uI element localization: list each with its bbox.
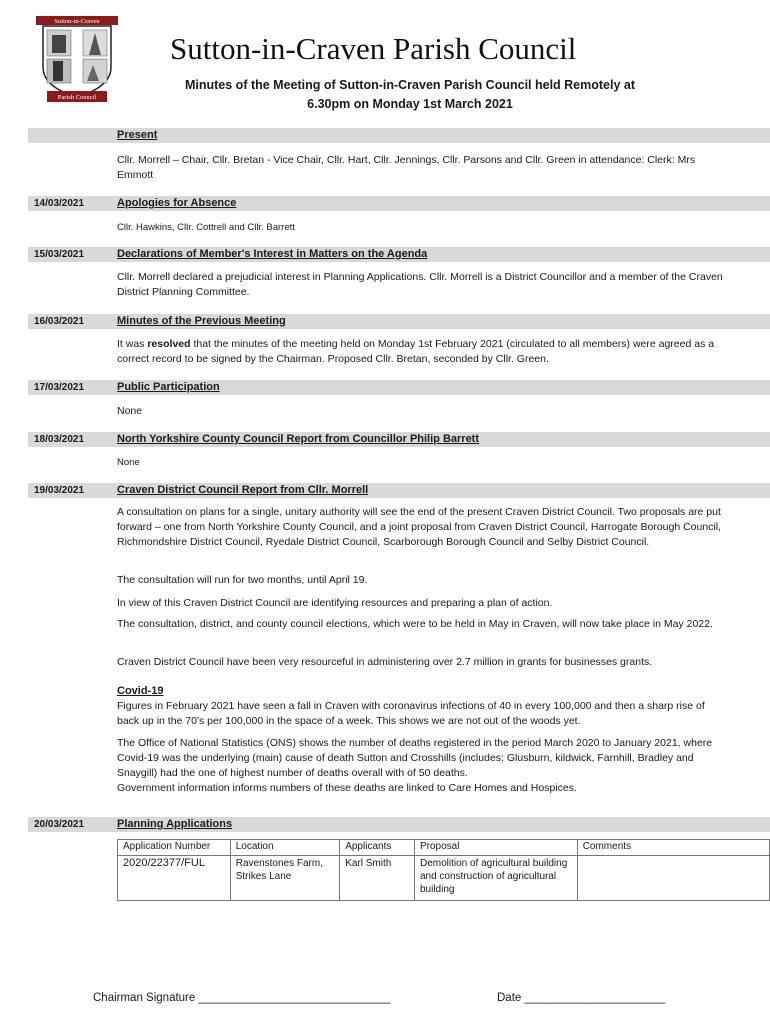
subtitle-line-1: Minutes of the Meeting of Sutton-in-Craven Parish Council held Remotely at bbox=[184, 78, 636, 92]
cdc-paragraph-2: The consultation will run for two months, until April 19. bbox=[117, 574, 368, 586]
public-ref: 17/03/2021 bbox=[34, 382, 85, 393]
page-subtitle bbox=[140, 76, 680, 114]
cdc-paragraph-5: Craven District Council have been very resourceful in administering over 2.7 million in grants for businesses grants. bbox=[117, 656, 653, 668]
declarations-ref: 15/03/2021 bbox=[34, 249, 85, 260]
minutes-text-c: that the minutes of the meeting held on Monday 1st February 2021 (circulated to all members) were agreed as a correct record to be signed by the Chairman. Proposed Cllr. Bretan, seconded by Cllr. Green. bbox=[117, 338, 715, 365]
declarations-text: Cllr. Morrell declared a prejudicial interest in Planning Applications. Cllr. Morrell is a District Councillor and a member of the Craven District Planning Committee. bbox=[117, 271, 723, 298]
column-header: Application Number bbox=[118, 840, 231, 856]
public-heading: Public Participation bbox=[117, 381, 220, 393]
table-row bbox=[118, 856, 770, 901]
planning-ref: 20/03/2021 bbox=[34, 819, 85, 830]
minutes-ref: 16/03/2021 bbox=[34, 316, 85, 327]
nycc-ref: 18/03/2021 bbox=[34, 434, 85, 445]
covid-paragraph-1: Figures in February 2021 have seen a fall in Craven with coronavirus infections of 40 in every 100,000 and then a sharp rise of back up in the 70's per 100,000 in the space of a week. This shows we are not out of the woods yet. bbox=[117, 700, 705, 727]
application-number-cell: 2020/22377/FUL bbox=[118, 856, 231, 901]
proposal-cell: Demolition of agricultural building and construction of agricultural building bbox=[414, 856, 577, 901]
column-header: Applicants bbox=[340, 840, 415, 856]
covid-paragraph-3: Government information informs numbers of these deaths are linked to Care Homes and Hospices. bbox=[117, 782, 577, 794]
minutes-text-a: It was bbox=[117, 338, 148, 350]
nycc-heading: North Yorkshire County Council Report from Councillor Philip Barrett bbox=[117, 433, 480, 445]
apologies-heading: Apologies for Absence bbox=[117, 197, 237, 209]
planning-applications-table bbox=[117, 839, 770, 901]
column-header: Location bbox=[230, 840, 339, 856]
council-crest-logo bbox=[33, 15, 121, 105]
present-heading: Present bbox=[117, 129, 158, 141]
cdc-heading: Craven District Council Report from Cllr. Morrell bbox=[117, 484, 369, 496]
minutes-resolved: resolved bbox=[147, 338, 191, 350]
table-header-row bbox=[118, 840, 770, 856]
chairman-signature-line: Chairman Signature ______________________________ bbox=[93, 992, 391, 1004]
public-text: None bbox=[117, 405, 143, 417]
apologies-text: Cllr. Hawkins, Cllr. Cottrell and Cllr. Barrett bbox=[117, 222, 295, 233]
apologies-ref: 14/03/2021 bbox=[34, 198, 85, 209]
declarations-heading: Declarations of Member's Interest in Matters on the Agenda bbox=[117, 248, 428, 260]
applicants-cell: Karl Smith bbox=[340, 856, 415, 901]
minutes-text bbox=[117, 337, 727, 367]
minutes-heading: Minutes of the Previous Meeting bbox=[117, 315, 286, 327]
column-header: Comments bbox=[577, 840, 769, 856]
location-cell: Ravenstones Farm, Strikes Lane bbox=[230, 856, 339, 901]
logo-top-text: Sutton-in-Craven bbox=[54, 18, 100, 25]
planning-heading: Planning Applications bbox=[117, 818, 233, 830]
covid-paragraph-2: The Office of National Statistics (ONS) shows the number of deaths registered in the period March 2020 to January 2021, where Covid-19 was the underlying (main) cause of death Sutton and Crosshills (includes: Glusburn, kildwick, Farnhill, Bradley and Snaygill) had the one of highest number of deaths overall with of 50 deaths. bbox=[117, 737, 713, 779]
logo-bottom-text: Parish Council bbox=[57, 94, 97, 101]
column-header: Proposal bbox=[414, 840, 577, 856]
page-title: Sutton-in-Craven Parish Council bbox=[170, 31, 577, 66]
cdc-paragraph-3: In view of this Craven District Council are identifying resources and preparing a plan of action. bbox=[117, 597, 553, 609]
date-line: Date ______________________ bbox=[497, 992, 666, 1004]
present-text: Cllr. Morrell – Chair, Cllr. Bretan - Vice Chair, Cllr. Hart, Cllr. Jennings, Cllr. Parsons and Cllr. Green in attendance: Clerk: Mrs Emmott bbox=[117, 154, 696, 181]
subtitle-line-2: 6.30pm on Monday 1st March 2021 bbox=[307, 97, 513, 111]
comments-cell bbox=[577, 856, 769, 901]
covid-heading: Covid-19 bbox=[117, 685, 164, 697]
cdc-paragraph-1: A consultation on plans for a single, unitary authority will see the end of the present Craven District Council. Two proposals are put forward – one from North Yorkshire County Council, and a joint proposal from Craven District Council, Harrogate Borough Council, Richmondshire District Council, Ryedale District Council, Scarborough Borough Council and Selby District Council. bbox=[117, 506, 722, 548]
nycc-text: None bbox=[117, 457, 140, 468]
cdc-paragraph-4: The consultation, district, and county council elections, which were to be held in May in Craven, will now take place in May 2022. bbox=[117, 618, 713, 630]
cdc-ref: 19/03/2021 bbox=[34, 485, 85, 496]
